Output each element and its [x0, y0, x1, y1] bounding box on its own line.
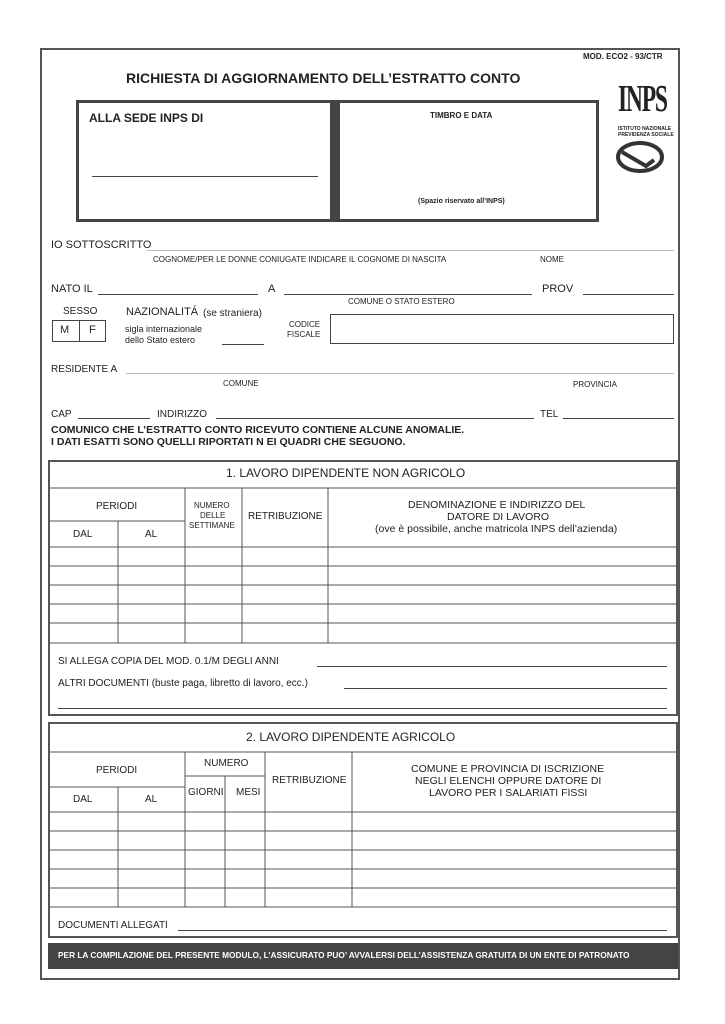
sesso-m[interactable]: M [60, 324, 70, 336]
s2-al: AL [145, 794, 158, 805]
sede-label: ALLA SEDE INPS DI [89, 111, 204, 125]
comune-estero-hint: COMUNE O STATO ESTERO [348, 297, 455, 306]
io-sottoscritto-label: IO SOTTOSCRITTO [51, 239, 152, 251]
sigla-line2: dello Stato estero [125, 335, 196, 345]
nazionalita-label: NAZIONALITÁ [126, 306, 199, 318]
codice-label-2: FISCALE [287, 330, 321, 339]
form-code: MOD. ECO2 - 93/CTR [583, 52, 663, 61]
indirizzo-label: INDIRIZZO [157, 409, 207, 420]
statement-line1: COMUNICO CHE L’ESTRATTO CONTO RICEVUTO CONTIENE ALCUNE ANOMALIE. [51, 424, 465, 436]
timbro-note: (Spazio riservato all’INPS) [418, 198, 505, 205]
timbro-label: TIMBRO E DATA [430, 111, 493, 120]
comune-hint: COMUNE [223, 379, 259, 388]
residente-label: RESIDENTE A [51, 364, 118, 375]
nome-hint: NOME [540, 255, 564, 264]
footer-note: PER LA COMPILAZIONE DEL PRESENTE MODULO, L’ASSICURATO PUO’ AVVALERSI DELL’ASSISTENZA GRATUITA DI UN ENTE DI PATRONATO [58, 950, 630, 960]
a-label: A [268, 283, 276, 295]
se-straniera-label: (se straniera) [203, 308, 262, 319]
statement-line2: I DATI ESATTI SONO QUELLI RIPORTATI N EI QUADRI CHE SEGUONO. [51, 436, 406, 448]
s2-documenti-field[interactable] [178, 930, 667, 931]
s2-dal: DAL [73, 794, 93, 805]
s1-den2: DATORE DI LAVORO [447, 511, 550, 523]
s1-periodi: PERIODI [96, 501, 138, 512]
s2-numero: NUMERO [204, 758, 249, 769]
tel-label: TEL [540, 409, 559, 420]
cognome-hint: COGNOME/PER LE DONNE CONIUGATE INDICARE IL COGNOME DI NASCITA [153, 255, 447, 264]
inps-logo-text: INPS [618, 78, 667, 120]
s2-com1: COMUNE E PROVINCIA DI ISCRIZIONE [411, 763, 605, 775]
s1-den1: DENOMINAZIONE E INDIRIZZO DEL [408, 499, 586, 511]
s2-retribuzione: RETRIBUZIONE [272, 775, 347, 786]
s1-den3: (ove è possibile, anche matricola INPS dell’azienda) [375, 523, 618, 535]
sigla-line1: sigla internazionale [125, 324, 203, 334]
s2-documenti-label: DOCUMENTI ALLEGATI [58, 920, 168, 931]
s1-numero: NUMERO [194, 501, 230, 510]
s1-allega-label: SI ALLEGA COPIA DEL MOD. 0.1/M DEGLI ANNI [58, 656, 279, 667]
s1-altri-label: ALTRI DOCUMENTI (buste paga, libretto di lavoro, ecc.) [58, 678, 308, 689]
form-title: RICHIESTA DI AGGIORNAMENTO DELL’ESTRATTO CONTO [126, 70, 521, 86]
s2-giorni: GIORNI [188, 787, 224, 798]
provincia-hint: PROVINCIA [573, 380, 618, 389]
logo-line2: PREVIDENZA SOCIALE [618, 132, 674, 138]
s1-al: AL [145, 529, 158, 540]
s1-retribuzione: RETRIBUZIONE [248, 511, 323, 522]
s2-mesi: MESI [236, 787, 261, 798]
s1-delle: DELLE [200, 511, 226, 520]
cap-label: CAP [51, 409, 72, 420]
nato-il-label: NATO IL [51, 283, 93, 295]
codice-label-1: CODICE [289, 320, 321, 329]
logo-line1: ISTITUTO NAZIONALE [618, 126, 672, 132]
section1-title: 1. LAVORO DIPENDENTE NON AGRICOLO [226, 466, 466, 480]
s1-dal: DAL [73, 529, 93, 540]
section2-title: 2. LAVORO DIPENDENTE AGRICOLO [246, 730, 456, 744]
sesso-label: SESSO [63, 306, 98, 317]
sesso-f[interactable]: F [89, 324, 96, 336]
s2-com3: LAVORO PER I SALARIATI FISSI [429, 787, 588, 799]
prov-label: PROV [542, 283, 574, 295]
s1-settimane: SETTIMANE [189, 521, 235, 530]
s2-com2: NEGLI ELENCHI OPPURE DATORE DI [415, 775, 602, 787]
s2-periodi: PERIODI [96, 765, 138, 776]
